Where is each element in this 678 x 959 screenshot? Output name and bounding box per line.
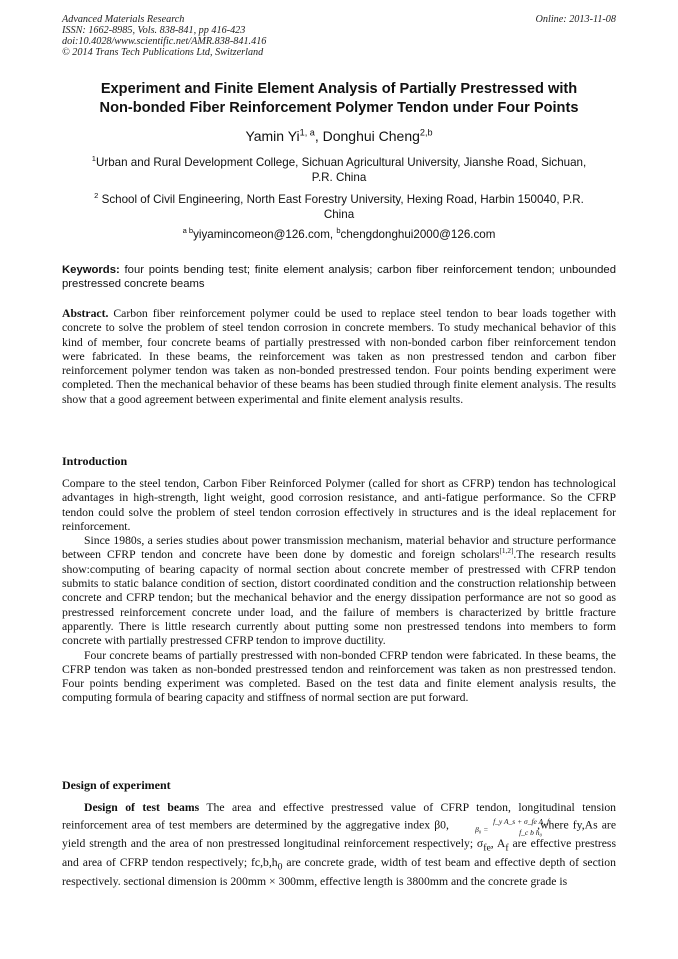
design-text-1: The area and effective prestressed value of CFRP tendon, longitudinal tension reinforcement area of test members are determined by the aggregative index β0, (62, 801, 617, 832)
online-date: Online: 2013-11-08 (535, 14, 616, 25)
title-line-1: Experiment and Finite Element Analysis of Partially Prestressed with (100, 81, 578, 97)
design-text-4: are effective prestress and area of CFRP tendon respectively; fc,b,h (62, 837, 616, 869)
intro-paragraph-1: Compare to the steel tendon, Carbon Fiber Reinforced Polymer (called for short as CFRP) tendon has technological advantages in high-strength, light weight, good corrosion resistance, and anti-fatigue performance. So the CFRP tendon could solve the problem of steel tendon corrosion effectively in structures and is the ideal replacement for reinforcement. (62, 477, 616, 533)
issn-line: ISSN: 1662-8985, Vols. 838-841, pp 416-423 (62, 25, 246, 36)
intro-heading: Introduction (62, 454, 128, 468)
title-line-2: Non-bonded Fiber Reinforcement Polymer Tendon under Four Points (99, 100, 579, 116)
formula-denominator: f_c b h₀ (519, 828, 543, 838)
aff2-text-2: China (323, 208, 355, 221)
design-text-2: ,where fy,As are yield strength and the area of non prestressed longitudinal reinforcement respectively; σ (62, 818, 617, 851)
email-a-marker: a b (182, 226, 194, 236)
keywords (62, 263, 616, 291)
author-1-affil: 1, a (299, 127, 315, 138)
intro-paragraph-2 (62, 534, 616, 648)
sub-f: f (505, 842, 509, 854)
intro-paragraph-3: Four concrete beams of partially prestressed with non-bonded CFRP tendon were fabricated. In these beams, the CFRP tendon was taken as non-bonded prestressed tendon and reinforcement was taken as non prestressed tendon. Four points bending experiment was completed. Based on the test data and finite element analysis results, the computing formula of bearing capacity and stiffness of normal section are put forward. (62, 648, 616, 705)
email-a[interactable]: yiyamincomeon@126.com, (193, 228, 337, 241)
design-heading: Design of experiment (62, 778, 171, 792)
abstract-text: Carbon fiber reinforcement polymer could be used to replace steel tendon to bear loads together with concrete to solve the problem of steel tendon corrosion in concrete members. To study mechanical behavior of this kind of member, four concrete beams of partially prestressed with non-bonded carbon fiber reinforcement tendon were fabricated. In these beams, the reinforcement was taken as non prestressed tendon and carbon fiber reinforcement polymer tendon was taken as non-bonded prestressed tendon. Four points bending experiment were completed. Then the mechanical behavior of these beams has been studied through finite element analysis. The results show that a good agreement between experimental and finite element analysis results. (62, 307, 616, 406)
journal-name: Advanced Materials Research (62, 14, 185, 25)
doi-line: doi:10.4028/www.scientific.net/AMR.838-841.416 (62, 36, 267, 47)
intro-p2-text-b: .The research results show:computing of bearing capacity of normal section about concrete member of prestressed with CFRP tendon submits to static balance condition of section, distort coordinated condition and the construction relationship between concrete and CFRP tendon; but the mechanical behavior and the energy dissipation performance are not so good as prestressed reinforcement concrete under load, and the failure of members is characterized by brittle fracture apparently. There is little research currently about putting some non prestressed tendons into members to form concrete with partially prestressed CFRP tendon to improve ductility. (62, 548, 616, 648)
intro-body (62, 477, 616, 706)
formula-lhs: β₀ = (475, 825, 489, 835)
design-body (62, 801, 616, 889)
author-2-affil: 2,b (419, 127, 433, 138)
aff2-text-1: School of Civil Engineering, North East Forestry University, Hexing Road, Harbin 150040, P.R. (98, 193, 584, 206)
design-subheading: Design of test beams (84, 801, 200, 814)
aff1-marker: 1 (91, 154, 96, 164)
sub-fe: fe (483, 842, 491, 854)
email-b[interactable]: chengdonghui2000@126.com (340, 228, 496, 241)
citation-ref[interactable]: [1,2] (499, 547, 514, 556)
affiliation-1 (62, 155, 616, 185)
aff1-text-2: P.R. China (311, 171, 367, 184)
aff2-marker: 2 (94, 191, 99, 201)
keywords-text: four points bending test; finite element analysis; carbon fiber reinforcement tendon; unbounded prestressed concrete beams (62, 264, 616, 290)
journal-header (62, 14, 616, 58)
design-text-5: are concrete grade, width of test beam and effective depth of section respectively. sectional dimension is 200mm × 300mm, effective length is 3800mm and the concrete grade is (62, 855, 616, 888)
email-b-marker: b (336, 226, 341, 236)
author-1: Yamin Yi (245, 128, 300, 144)
copyright-line: © 2014 Trans Tech Publications Ltd, Switzerland (62, 47, 264, 58)
formula-numerator: f_y A_s + σ_fe A_f (493, 817, 550, 827)
aff1-text-1: Urban and Rural Development College, Sichuan Agricultural University, Jianshe Road, Sichuan, (96, 156, 587, 169)
author-2: Donghui Cheng (322, 128, 420, 144)
abstract (62, 307, 616, 407)
paper-title (62, 80, 616, 118)
affiliation-2 (62, 192, 616, 222)
design-paragraph (62, 801, 616, 889)
keywords-label: Keywords: (62, 264, 120, 276)
beta-formula (453, 815, 550, 838)
design-text-3: , A (490, 837, 506, 851)
author-list (62, 127, 616, 145)
email-line (62, 227, 616, 242)
intro-p2-text-a: Since 1980s, a series studies about power transmission mechanism, material behavior and structure performance between CFRP tendon and concrete have been done by domestic and foreign scholars (62, 534, 616, 562)
abstract-label: Abstract. (62, 307, 109, 320)
sub-0: 0 (277, 861, 283, 873)
author-separator: , (314, 128, 323, 144)
